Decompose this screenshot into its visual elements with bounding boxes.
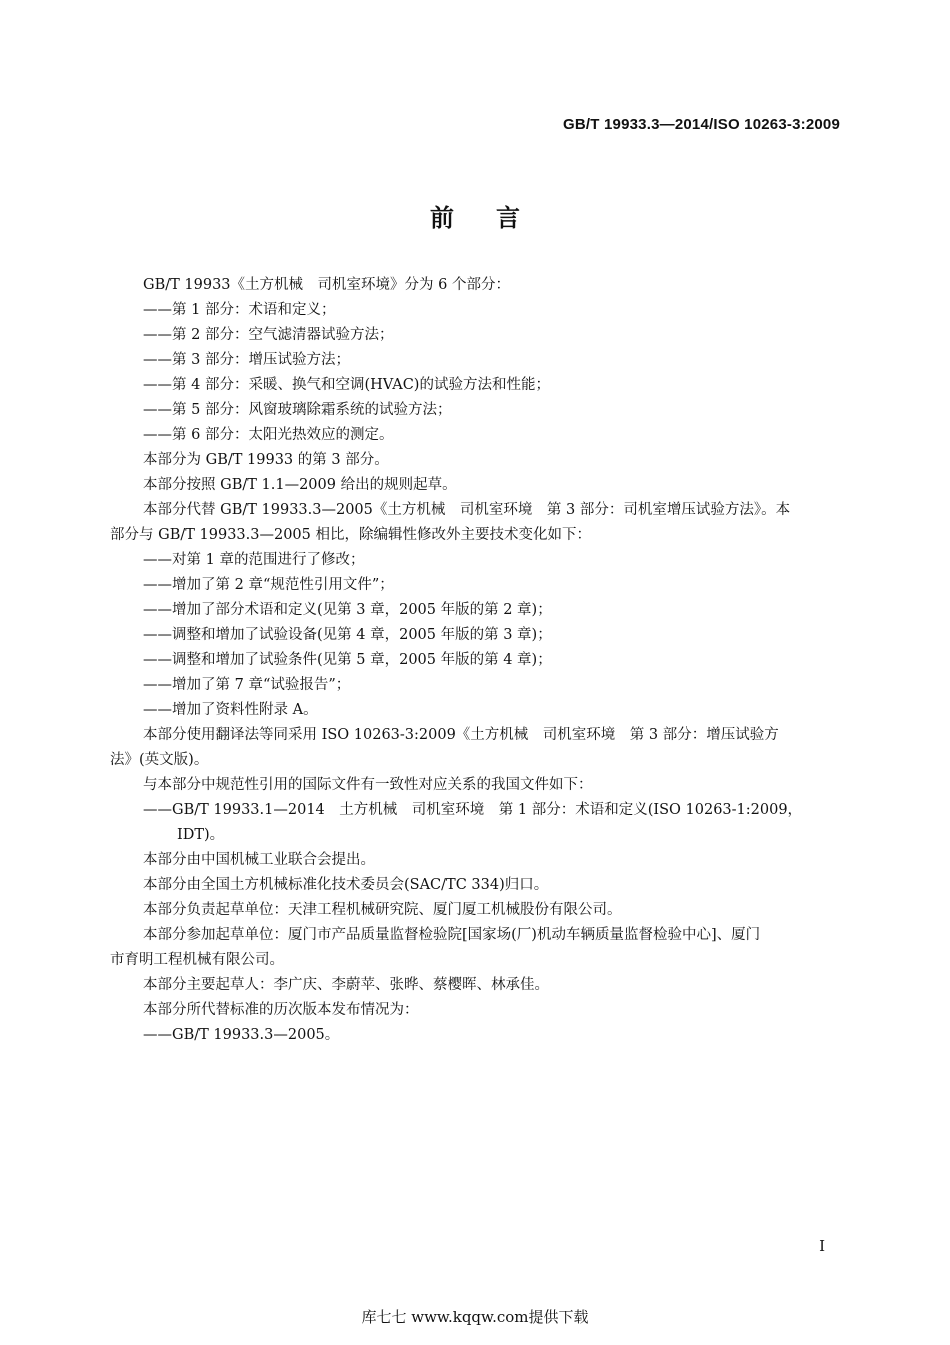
page-number: I bbox=[819, 1237, 825, 1255]
list-item: ——第 5 部分：风窗玻璃除霜系统的试验方法； bbox=[143, 402, 452, 418]
paragraph: 本部分由中国机械工业联合会提出。 bbox=[143, 852, 375, 868]
list-item: ——调整和增加了试验条件(见第 5 章，2005 年版的第 4 章)； bbox=[143, 652, 552, 668]
paragraph: 本部分主要起草人：李广庆、李蔚苹、张晔、蔡樱晖、林承佳。 bbox=[143, 977, 549, 993]
page-title: 前言 bbox=[430, 203, 562, 232]
list-item: ——调整和增加了试验设备(见第 4 章，2005 年版的第 3 章)； bbox=[143, 627, 552, 643]
standard-number-header: GB/T 19933.3—2014/ISO 10263-3:2009 bbox=[563, 116, 840, 133]
paragraph: 本部分为 GB/T 19933 的第 3 部分。 bbox=[143, 452, 389, 468]
paragraph: 本部分负责起草单位：天津工程机械研究院、厦门厦工机械股份有限公司。 bbox=[143, 902, 622, 918]
list-item: ——对第 1 章的范围进行了修改； bbox=[143, 552, 365, 568]
paragraph: 本部分使用翻译法等同采用 ISO 10263-3:2009《土方机械 司机室环境 第 3 部分：增压试验方 bbox=[143, 727, 779, 743]
paragraph-continuation: 市育明工程机械有限公司。 bbox=[110, 952, 284, 968]
paragraph: 本部分代替 GB/T 19933.3—2005《土方机械 司机室环境 第 3 部分：司机室增压试验方法》。本 bbox=[143, 502, 791, 518]
paragraph: 本部分按照 GB/T 1.1—2009 给出的规则起草。 bbox=[143, 477, 457, 493]
paragraph: 本部分参加起草单位：厦门市产品质量监督检验院[国家场(厂)机动车辆质量监督检验中心]、厦门 bbox=[143, 927, 761, 943]
list-item: ——第 4 部分：采暖、换气和空调(HVAC)的试验方法和性能； bbox=[143, 377, 550, 393]
list-item: ——增加了第 2 章“规范性引用文件”； bbox=[143, 577, 394, 593]
list-item-continuation: IDT)。 bbox=[177, 827, 225, 843]
paragraph: 本部分所代替标准的历次版本发布情况为： bbox=[143, 1002, 419, 1018]
list-item: ——第 2 部分：空气滤清器试验方法； bbox=[143, 327, 394, 343]
paragraph: 与本部分中规范性引用的国际文件有一致性对应关系的我国文件如下： bbox=[143, 777, 593, 793]
download-footer: 库七七 www.kqqw.com提供下载 bbox=[361, 1308, 589, 1326]
paragraph-continuation: 法》(英文版)。 bbox=[110, 752, 209, 768]
list-item: ——第 1 部分：术语和定义； bbox=[143, 302, 336, 318]
paragraph: GB/T 19933《土方机械 司机室环境》分为 6 个部分： bbox=[143, 277, 510, 293]
list-item: ——增加了资料性附录 A。 bbox=[143, 702, 318, 718]
list-item: ——第 3 部分：增压试验方法； bbox=[143, 352, 350, 368]
paragraph: 本部分由全国土方机械标准化技术委员会(SAC/TC 334)归口。 bbox=[143, 877, 549, 893]
list-item: ——第 6 部分：太阳光热效应的测定。 bbox=[143, 427, 394, 443]
list-item: ——GB/T 19933.1—2014 土方机械 司机室环境 第 1 部分：术语和定义(ISO 10263-1:2009， bbox=[143, 802, 803, 818]
list-item: ——GB/T 19933.3—2005。 bbox=[143, 1027, 340, 1043]
list-item: ——增加了部分术语和定义(见第 3 章，2005 年版的第 2 章)； bbox=[143, 602, 552, 618]
foreword-body bbox=[110, 273, 843, 1048]
paragraph-continuation: 部分与 GB/T 19933.3—2005 相比，除编辑性修改外主要技术变化如下： bbox=[110, 527, 591, 543]
list-item: ——增加了第 7 章“试验报告”； bbox=[143, 677, 351, 693]
